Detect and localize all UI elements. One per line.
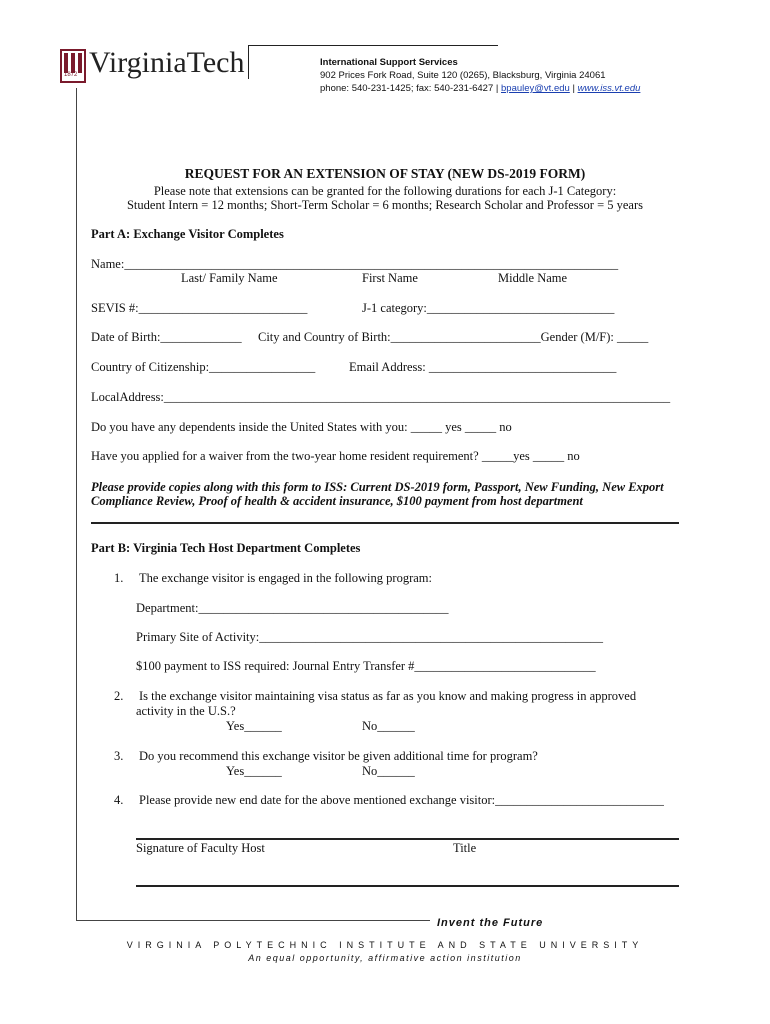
footer-equal-opportunity: An equal opportunity, affirmative action institution [248,953,522,963]
logo-year: 1872 [64,72,78,78]
org-name: International Support Services [320,57,458,68]
part-a-heading: Part A: Exchange Visitor Completes [91,227,284,241]
q3-no-field[interactable]: No______ [362,764,415,778]
logo-wordmark: VirginiaTech [89,46,245,79]
org-contact [320,83,640,94]
signature-label: Signature of Faculty Host [136,841,265,855]
name-first-label: First Name [362,271,418,285]
email-field[interactable]: Email Address: ______________________________ [349,360,617,374]
waiver-question[interactable]: Have you applied for a waiver from the two-year home resident requirement? _____yes _____ no [91,449,580,463]
dob-field[interactable]: Date of Birth:_____________ [91,330,242,344]
q4-end-date-field[interactable]: Please provide new end date for the above mentioned exchange visitor:___________________________ [139,793,664,807]
q2-text-1: Is the exchange visitor maintaining visa status as far as you know and making progress in approved [139,689,637,703]
duration-note-2: Student Intern = 12 months; Short-Term Scholar = 6 months; Research Scholar and Professor = 5 years [126,198,643,212]
signature-line[interactable] [136,838,679,840]
q3-number: 3. [114,749,124,763]
birthplace-gender-field[interactable]: City and Country of Birth:________________________Gender (M/F): _____ [258,330,649,344]
contact-separator: | [569,83,578,94]
q1-text: The exchange visitor is engaged in the following program: [139,571,432,585]
j1-category-field[interactable]: J-1 category:______________________________ [362,301,615,315]
q2-text-2: activity in the U.S.? [136,704,236,718]
part-b-heading: Part B: Virginia Tech Host Department Completes [91,541,361,555]
name-field[interactable]: Name:_______________________________________________________________________________ [91,257,619,271]
q2-yes-field[interactable]: Yes______ [226,719,282,733]
header-divider-vertical [248,45,249,79]
required-copies-line-2: Compliance Review, Proof of health & accident insurance, $100 payment from host department [91,494,583,508]
dependents-question[interactable]: Do you have any dependents inside the United States with you: _____ yes _____ no [91,420,512,434]
header-top-rule [248,45,498,46]
org-address: 902 Prices Fork Road, Suite 120 (0265), Blacksburg, Virginia 24061 [320,70,606,81]
form-title: REQUEST FOR AN EXTENSION OF STAY (NEW DS-2019 FORM) [184,166,586,181]
phone-fax: phone: 540-231-1425; fax: 540-231-6427 | [320,83,501,94]
q4-number: 4. [114,793,124,807]
website-link[interactable]: www.iss.vt.edu [577,83,641,94]
q2-no-field[interactable]: No______ [362,719,415,733]
q3-text: Do you recommend this exchange visitor be given additional time for program? [139,749,538,763]
email-link[interactable]: bpauley@vt.edu [501,83,570,94]
q3-yes-field[interactable]: Yes______ [226,764,282,778]
primary-site-field[interactable]: Primary Site of Activity:_______________________________________________________ [136,630,604,644]
department-field[interactable]: Department:________________________________________ [136,601,449,615]
footer-tagline: Invent the Future [437,917,544,929]
name-middle-label: Middle Name [498,271,568,285]
q1-number: 1. [114,571,124,585]
citizenship-field[interactable]: Country of Citizenship:_________________ [91,360,316,374]
local-address-field[interactable]: LocalAddress:_________________________________________________________________________________ [91,390,671,404]
name-last-label: Last/ Family Name [181,271,278,285]
section-divider [91,522,679,524]
footer-rule [76,920,430,921]
footer-university: VIRGINIA POLYTECHNIC INSTITUTE AND STATE UNIVERSITY [126,940,644,950]
payment-field[interactable]: $100 payment to ISS required: Journal Entry Transfer #_____________________________ [136,659,596,673]
required-copies-line-1: Please provide copies along with this form to ISS: Current DS-2019 form, Passport, New Funding, New Export [91,480,664,494]
title-label: Title [453,841,477,855]
sevis-field[interactable]: SEVIS #:___________________________ [91,301,308,315]
duration-note-1: Please note that extensions can be granted for the following durations for each J-1 Category: [153,184,617,198]
title-line[interactable] [136,885,679,887]
q2-number: 2. [114,689,124,703]
